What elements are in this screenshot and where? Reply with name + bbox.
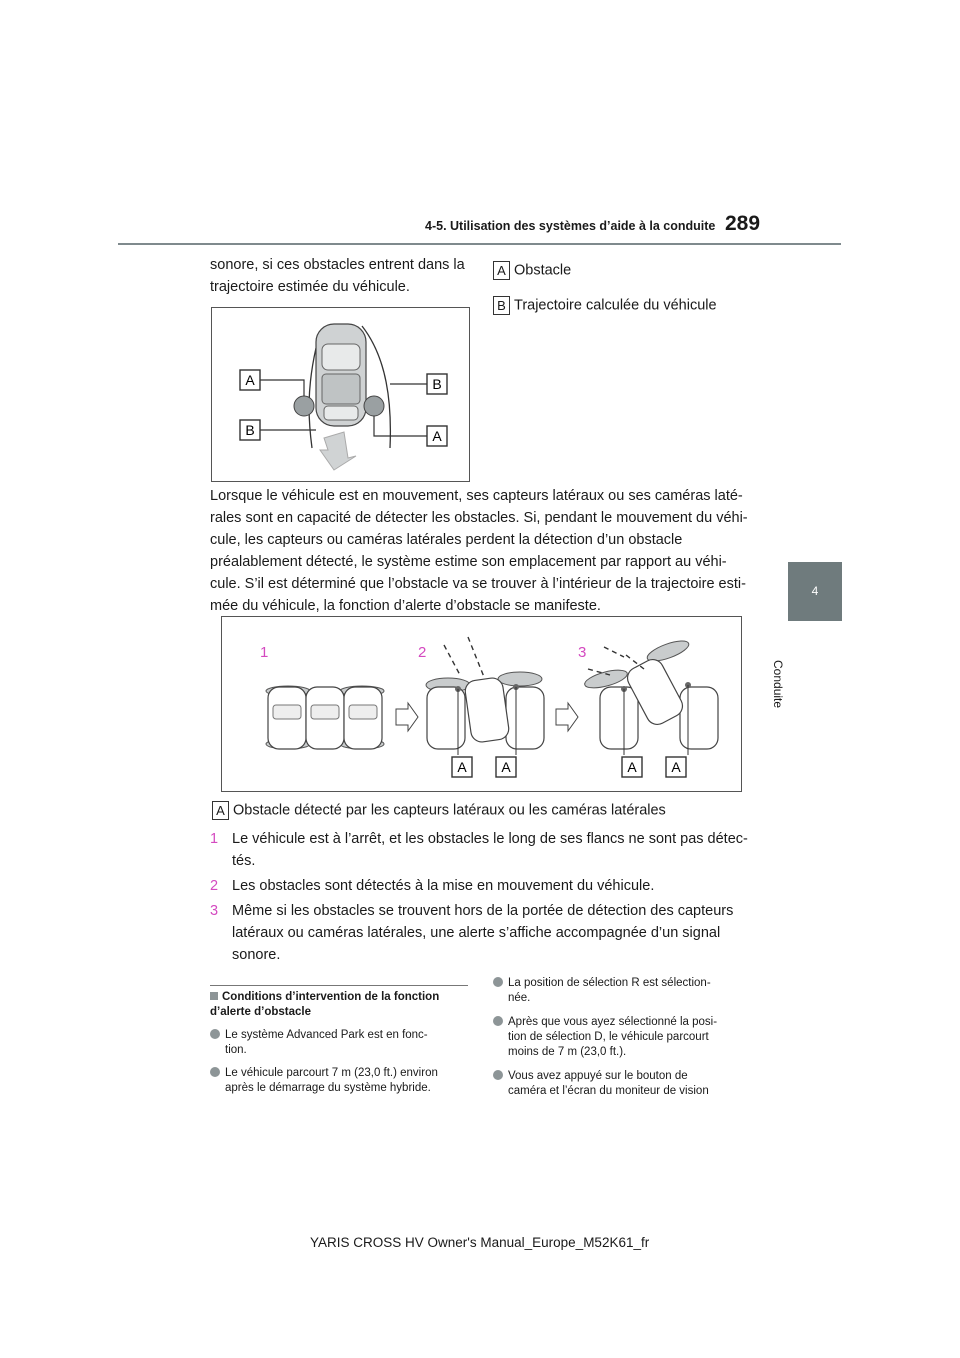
main-paragraph: Lorsque le véhicule est en mouvement, ses capteurs latéraux ou ses caméras laté-rales sont en capacité de détecter les obstacles. Si, pendant le mouvement du véhi-cule, les capteurs ou caméras latérales perdent la détection d’un obstacle préalablement détecté, le système estime son emplacement par rapport au véhi-cule. S’il est déterminé que l’obstacle va se trouver à l’intérieur de la trajectoire esti-mée du véhicule, la fonction d’alerte d’obstacle se manifeste. [210,488,748,614]
condition-bullet: La position de sélection R est sélection- née. [493,976,743,1008]
step-text-line: latéraux ou caméras latérales, une alerte s’affiche accompagnée d’un signal [232,925,721,941]
figure-detection-drawing [222,617,741,791]
bullet-icon [493,1070,503,1080]
scene-3 [583,637,718,755]
scene-2 [426,637,544,755]
square-bullet-icon [210,992,218,1000]
step-text-line: Les obstacles sont détectés à la mise en mouvement du véhicule. [232,878,655,894]
condition-bullet: Le système Advanced Park est en fonc- tion. [210,1028,460,1060]
legend-text: Obstacle [514,262,572,279]
step-text-line: Le véhicule est à l’arrêt, et les obstacles le long de ses flancs ne sont pas détec- [232,831,748,847]
legend-letter: B [493,296,510,315]
legend-letter: A [212,801,229,820]
step-number: 1 [210,831,219,847]
step-label-2: 2 [418,644,427,661]
bottom-label-a-3: A [627,759,637,775]
conditions-divider [210,985,468,986]
legend-text: Trajectoire calculée du véhicule [514,297,717,314]
step-label-1: 1 [260,644,269,661]
bullet-icon [210,1067,220,1077]
header-divider [118,243,841,245]
arrow-1-to-2 [396,703,418,731]
scene-1 [266,686,384,749]
condition-bullet: Le véhicule parcourt 7 m (23,0 ft.) environ après le démarrage du système hybride. [210,1066,460,1098]
arrow-2-to-3 [556,703,578,731]
chapter-label: Conduite [771,660,785,709]
leader-a-left [260,380,304,396]
bullet-icon [493,1016,503,1026]
conditions-title: Conditions d’intervention de la fonction d’alerte d’obstacle [210,991,440,1018]
label-a-right: A [432,428,442,444]
step-text-line: tés. [232,853,256,869]
label-b-right: B [432,376,442,392]
step-item-1 [210,828,750,874]
car-rear-window [324,406,358,420]
step-item-3 [210,900,750,968]
obstacle-left [294,396,314,416]
section-title: 4-5. Utilisation des systèmes d’aide à la conduite [425,219,716,233]
bullet-icon [493,977,503,987]
car-windshield [322,344,360,370]
legend-letter: A [493,261,510,280]
condition-bullet: Vous avez appuyé sur le bouton de caméra et l’écran du moniteur de vision [493,1069,743,1101]
chapter-number: 4 [811,584,819,598]
figure-detection-sequence [221,616,742,792]
step-text-line: Même si les obstacles se trouvent hors de la portée de détection des capteurs [232,903,734,919]
bottom-label-a-1: A [457,759,467,775]
label-a-left: A [245,372,255,388]
legend-item-trajectory [493,296,717,315]
chapter-label-container [771,630,851,720]
step-label-3: 3 [578,644,587,661]
bottom-label-a-2: A [501,759,511,775]
label-b-left: B [245,422,255,438]
condition-bullet: Après que vous ayez sélectionné la posi- tion de sélection D, le véhicule parcourt moins de 7 m (23,0 ft.). [493,1015,743,1063]
step-number: 2 [210,878,219,894]
legend-text: Obstacle détecté par les capteurs latéraux ou les caméras latérales [233,802,666,819]
movement-arrow [320,432,356,470]
obstacle-right [364,396,384,416]
legend-item-obstacle [493,261,571,280]
page-number: 289 [725,212,761,235]
footer-manual-name: YARIS CROSS HV Owner's Manual_Europe_M52K61_fr [310,1235,650,1250]
figure-trajectory [211,307,470,482]
legend-item-detected-obstacle [212,801,666,820]
step-number: 3 [210,903,219,919]
step-item-2 [210,875,750,897]
figure-trajectory-drawing [212,308,469,481]
car-roof [322,374,360,404]
intro-paragraph: sonore, si ces obstacles entrent dans la trajectoire estimée du véhicule. [210,257,465,295]
leader-a-right [374,416,427,436]
bottom-label-a-4: A [671,759,681,775]
step-text-line: sonore. [232,947,281,963]
bullet-icon [210,1029,220,1039]
